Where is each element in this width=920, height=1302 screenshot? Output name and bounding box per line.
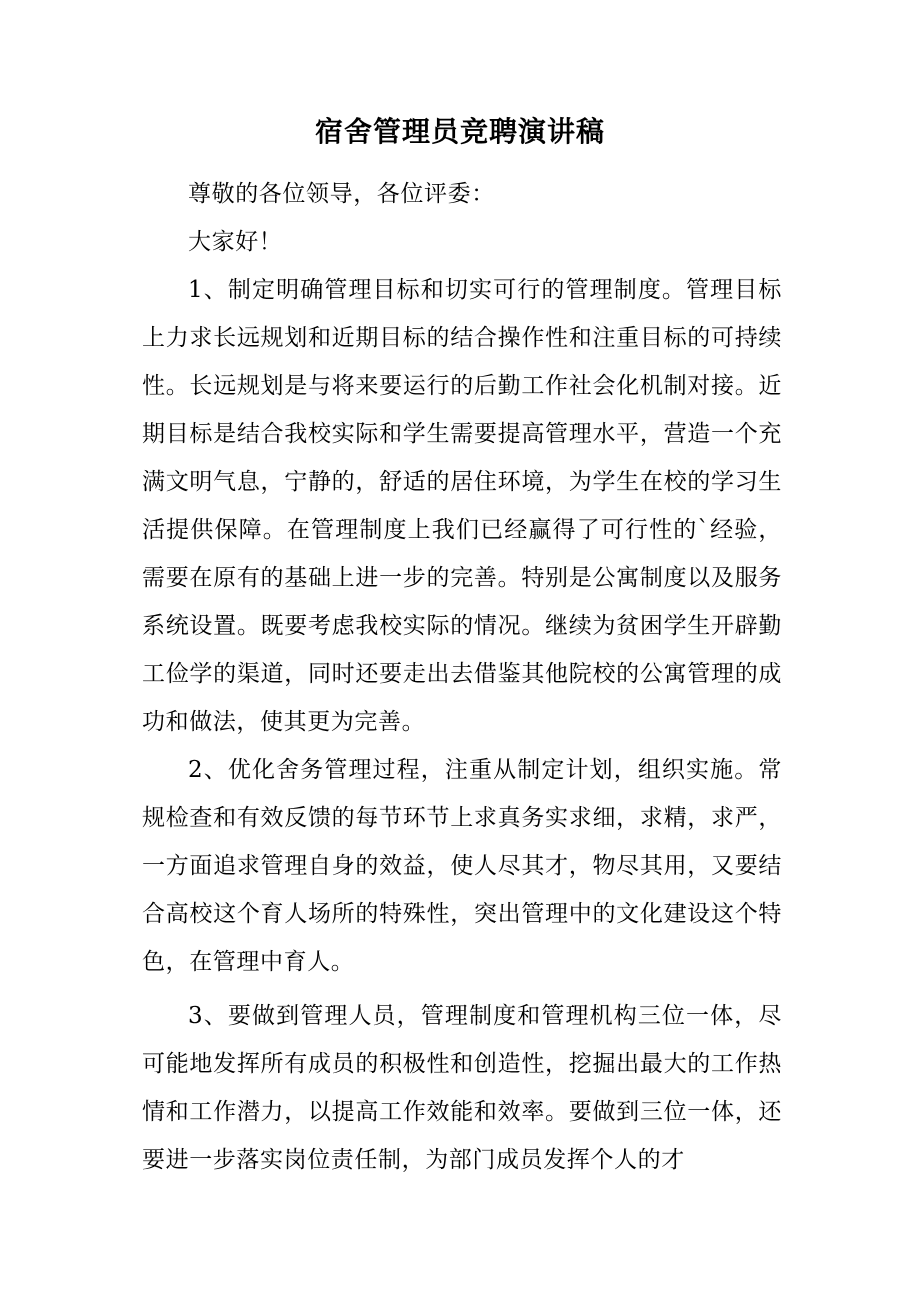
document-title: 宿舍管理员竞聘演讲稿	[314, 115, 605, 148]
paragraph-salutation: 尊敬的各位领导，各位评委：	[188, 181, 495, 207]
paragraph-point-1: 1、制定明确管理目标和切实可行的管理制度。管理目标上力求长远规划和近期目标的结合操作性和注重目标的可持续性。长远规划是与将来要运行的后勤工作社会化机制对接。近期目标是结合我校实际和学生需要提高管理水平，营造一个充满文明气息，宁静的，舒适的居住环境，为学生在校的学习生活提供保障。在管理制度上我们已经赢得了可行性的`经验，需要在原有的基础上进一步的完善。特别是公寓制度以及服务系统设置。既要考虑我校实际的情况。继续为贫困学生开辟勤工俭学的渠道，同时还要走出去借鉴其他院校的公寓管理的成功和做法，使其更为完善。	[142, 277, 782, 735]
document-body	[142, 170, 782, 1184]
paragraph-point-3: 3、要做到管理人员，管理制度和管理机构三位一体，尽可能地发挥所有成员的积极性和创造性，挖掘出最大的工作热情和工作潜力，以提高工作效能和效率。要做到三位一体，还要进一步落实岗位责任制，为部门成员发挥个人的才	[142, 1003, 782, 1173]
paragraph-point-2: 2、优化舍务管理过程，注重从制定计划，组织实施。常规检查和有效反馈的每节环节上求真务实求细，求精，求严，一方面追求管理自身的效益，使人尽其才，物尽其用，又要结合高校这个育人场所的特殊性，突出管理中的文化建设这个特色，在管理中育人。	[142, 757, 782, 975]
paragraph-greeting: 大家好！	[188, 229, 283, 255]
